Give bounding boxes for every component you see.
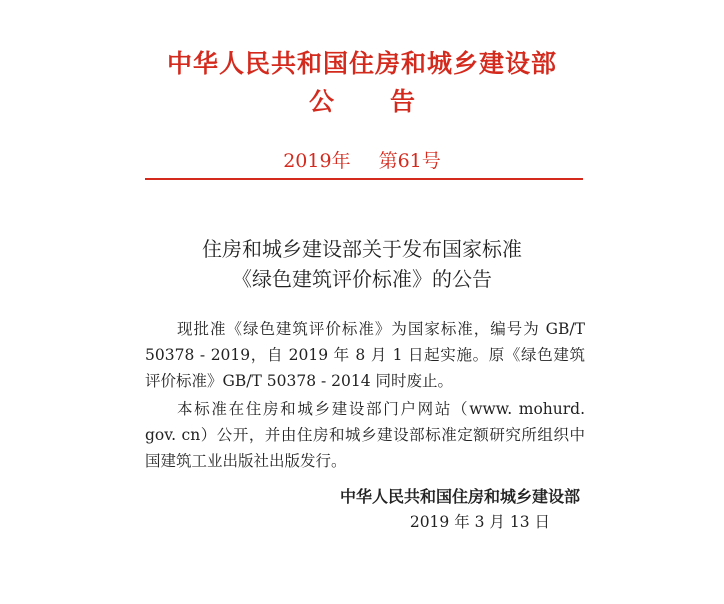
document-serial: 第61号 (378, 150, 441, 172)
issuer-header: 中华人民共和国住房和城乡建设部 (166, 49, 557, 78)
signature-issuer: 中华人民共和国住房和城乡建设部 (339, 487, 580, 506)
document-type-char-1: 公 (308, 87, 334, 116)
document-number (0, 146, 724, 173)
signature-date: 2019 年 3 月 13 日 (409, 513, 550, 531)
document-type-char-2: 告 (390, 87, 416, 116)
announcement-title-line-2: 《绿色建筑评价标准》的公告 (232, 267, 492, 291)
document-year: 2019年 (283, 150, 351, 172)
document-type-heading (0, 82, 724, 118)
red-divider (145, 178, 583, 180)
body-paragraph-1: 现批准《绿色建筑评价标准》为国家标准，编号为 GB/T 50378 - 2019，自 2019 年 8 月 1 日起实施。原《绿色建筑评价标准》GB/T 50378 - 2014 同时废止。 (145, 320, 585, 390)
announcement-title-line-1: 住房和城乡建设部关于发布国家标准 (202, 237, 522, 261)
body-paragraph-2: 本标准在住房和城乡建设部门户网站（www. mohurd. gov. cn）公开，并由住房和城乡建设部标准定额研究所组织中国建筑工业出版社出版发行。 (145, 400, 585, 470)
